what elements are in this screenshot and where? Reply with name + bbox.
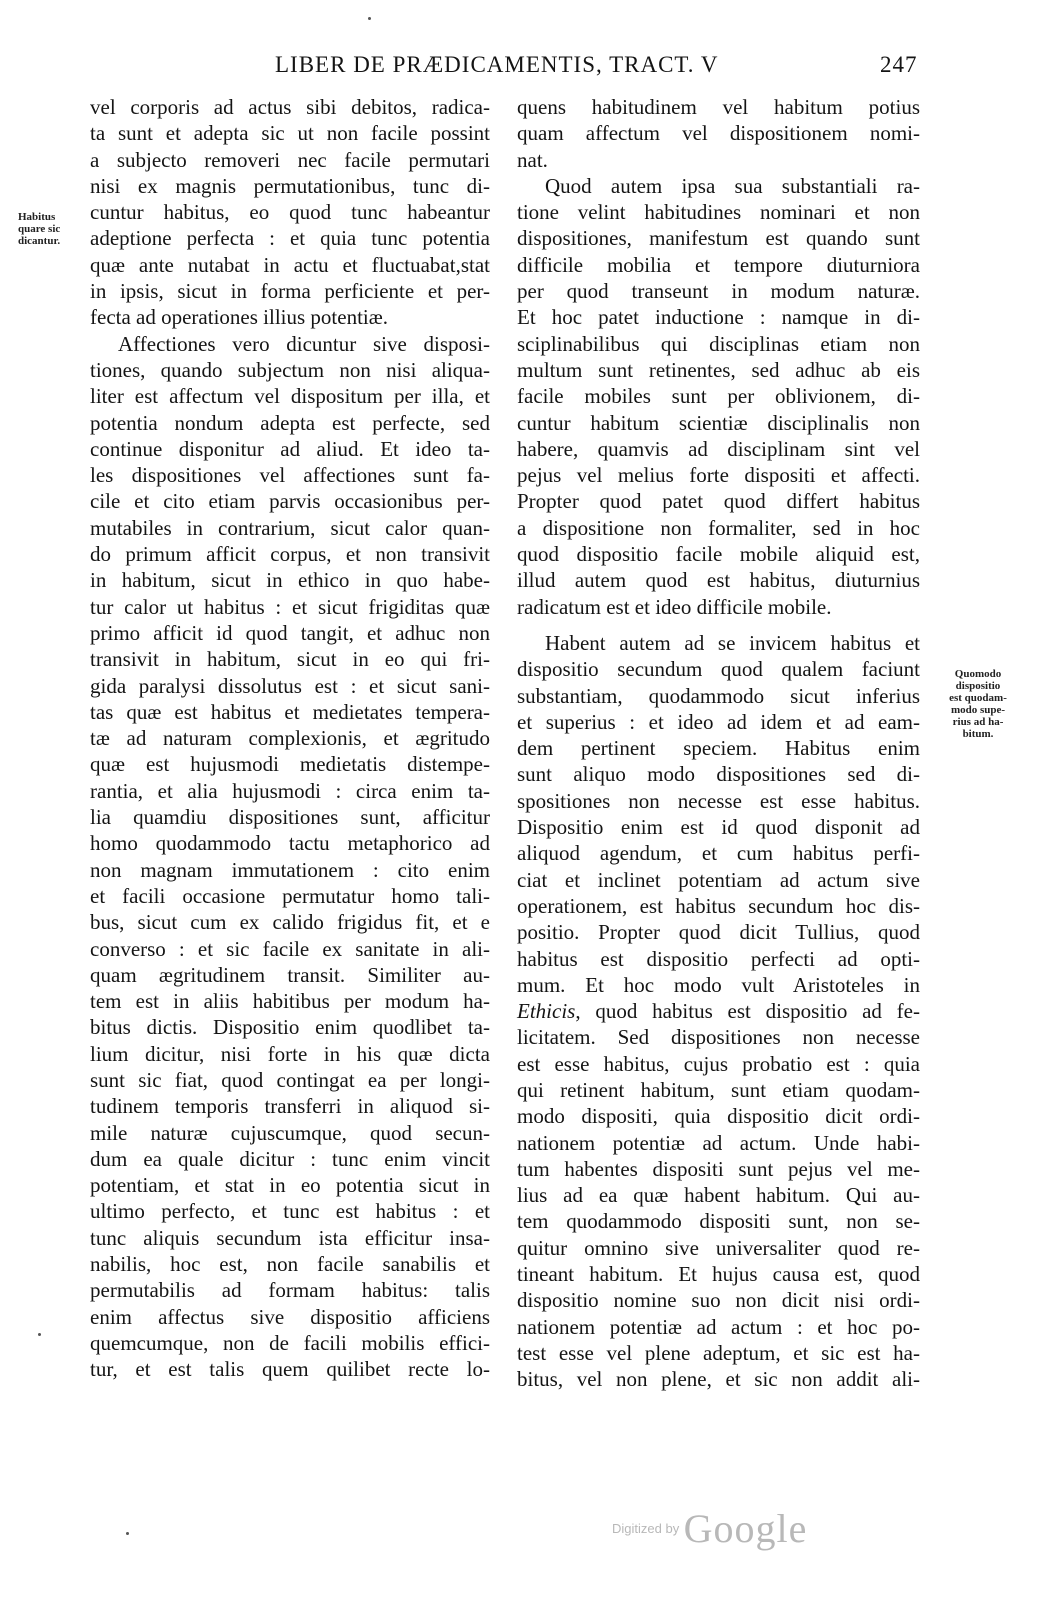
text-line: mum. Et hoc modo vult Aristoteles in [517, 972, 920, 997]
text-line: et superius : et ideo ad idem et ad eam- [517, 709, 920, 734]
text-line: tione velint habitudines nominari et non [517, 200, 920, 225]
text-line: facile mobiles sunt per oblivionem, di- [517, 384, 920, 409]
text-line: tudinem temporis transferri in aliquod si- [90, 1094, 490, 1119]
text-line: quam ægritudinem transit. Similiter au- [90, 962, 490, 987]
text-line: cuntur habitum scientiæ disciplinalis non [517, 410, 920, 435]
text-line: quam affectum vel dispositionem nomi- [517, 121, 920, 146]
text-line: operationem, est habitus secundum hoc dis- [517, 893, 920, 918]
text-line: aliquod agendum, et cum habitus perfi- [517, 841, 920, 866]
text-line: substantiam, quodammodo sicut inferius [517, 683, 920, 708]
text-line: modo dispositi, quia dispositio dicit ordi- [517, 1104, 920, 1129]
text-line: quemcumque, non de facili mobilis effici- [90, 1330, 490, 1355]
right-column [517, 94, 920, 1393]
text-line: positio. Propter quod dicit Tullius, quod [517, 920, 920, 945]
text-line: tur, et est talis quem quilibet recte lo- [90, 1357, 490, 1382]
text-line: potentia nondum adepta est perfecte, sed [90, 410, 490, 435]
running-title: LIBER DE PRÆDICAMENTIS, TRACT. V [275, 52, 719, 77]
text-line: tiones, quando subjectum non nisi aliqua- [90, 357, 490, 382]
text-line: sciplinabilibus qui disciplinas etiam non [517, 331, 920, 356]
digitized-prefix: Digitized by [612, 1521, 680, 1536]
text-line: nat. [517, 147, 548, 172]
text-line: Propter quod patet quod differt habitus [517, 489, 920, 514]
text-line: nabilis, hoc est, non facile sanabilis et [90, 1252, 490, 1277]
text-line: nisi ex magnis permutationibus, tunc di- [90, 173, 490, 198]
text-line: per quod transeunt in modum naturæ. [517, 279, 920, 304]
text-line: transivit in habitum, sicut in eo qui fri- [90, 647, 490, 672]
text-line: tæ ad naturam complexionis, et ægritudo [90, 726, 490, 751]
text-line: bitus, vel non plene, et sic non addit ali- [517, 1367, 920, 1392]
left-column [90, 94, 490, 1383]
text-line: tur calor ut habitus : et sicut frigiditas quæ [90, 594, 490, 619]
text-line: difficile mobilia et tempore diuturniora [517, 252, 920, 277]
text-line: continue disponitur ad aliud. Et ideo ta- [90, 436, 490, 461]
text-line: gida paralysi dissolutus est : et sicut sani- [90, 673, 490, 698]
text-line: sunt sic fiat, quod contingat ea per longi- [90, 1067, 490, 1092]
margin-note-line: Habitus [18, 211, 56, 223]
margin-note-line: rius ad ha- [952, 716, 1004, 728]
text-line: dispositiones, manifestum est quando sunt [517, 226, 920, 251]
text-line: sunt aliquo modo dispositiones sed di- [517, 762, 920, 787]
text-line: do primum afficit corpus, et non transivit [90, 542, 490, 567]
text-line: habitus est dispositio perfecti ad opti- [517, 946, 920, 971]
text-line: Et hoc patet inductione : namque in di- [517, 305, 920, 330]
margin-note-line: dispositio [955, 680, 1001, 692]
text-line: tineant habitum. Et hujus causa est, quod [517, 1262, 920, 1287]
text-line: Affectiones vero dicuntur sive disposi- [118, 331, 490, 356]
text-line: multum sunt retinentes, sed adhuc ab eis [517, 357, 920, 382]
text-line: ultimo perfecto, et tunc est habitus : et [90, 1199, 490, 1224]
text-line: les dispositiones vel affectiones sunt fa- [90, 463, 490, 488]
text-line: vel corporis ad actus sibi debitos, radica- [90, 95, 490, 119]
google-logo: Google [683, 1506, 808, 1551]
text-line: quæ ante nutabat in actu et fluctuabat,stat [90, 252, 490, 277]
text-line: pejus vel melius forte dispositi et affecti. [517, 463, 920, 488]
text-line: spositiones non necesse est esse habitus. [517, 788, 920, 813]
text-line: a dispositione non formaliter, sed in hoc [517, 515, 920, 540]
text-line: mile naturæ cujuscumque, quod secun- [90, 1120, 490, 1145]
text-line: quitur omnino sive universaliter quod re- [517, 1235, 920, 1260]
text-line: converso : et sic facile ex sanitate in ali- [90, 936, 490, 961]
scan-speck [126, 1532, 129, 1535]
scan-speck [38, 1333, 41, 1336]
text-line: et facili occasione permutatur homo tali- [90, 883, 490, 908]
digitized-by-watermark [612, 1505, 807, 1552]
text-line: tem est in aliis habitibus per modum ha- [90, 989, 490, 1014]
paragraph-gap [517, 620, 920, 630]
running-head [0, 52, 1058, 82]
text-line: rantia, et alia hujusmodi : circa enim ta- [90, 778, 490, 803]
text-line: dispositio nomine suo non dicit nisi ordi- [517, 1288, 920, 1313]
text-line: mutabiles in contrarium, sicut calor quan- [90, 515, 490, 540]
text-line: ciat et inclinet potentiam ad actum sive [517, 867, 920, 892]
text-line: cile et cito etiam parvis occasionibus per- [90, 489, 490, 514]
text-line: in habitum, sicut in ethico in quo habe- [90, 568, 490, 593]
text-line: lius ad ea quæ habent habitum. Qui au- [517, 1183, 920, 1208]
text-line: nationem potentiæ ad actum : et hoc po- [517, 1314, 920, 1339]
text-line: Habent autem ad se invicem habitus et [545, 630, 920, 655]
page-number: 247 [880, 52, 918, 77]
text-line: bitus dictis. Dispositio enim quodlibet ta- [90, 1015, 490, 1040]
text-line: tem quodammodo dispositi sunt, non se- [517, 1209, 920, 1234]
margin-note-left [18, 211, 78, 247]
text-line: in ipsis, sicut in forma perficiente et per- [90, 279, 490, 304]
scan-speck [368, 17, 371, 20]
text-line: homo quodammodo tactu metaphorico ad [90, 831, 490, 856]
margin-note-line: quare sic [18, 223, 61, 235]
text-line: potentiam, et stat in eo potentia sicut in [90, 1173, 490, 1198]
text-line: tas quæ est habitus et medietates tempera- [90, 699, 490, 724]
text-line: bus, sicut cum ex calido frigidus fit, et e [90, 910, 490, 935]
text-line: dem pertinent speciem. Habitus enim [517, 736, 920, 761]
text-line: test esse vel plene adeptum, et sic est ha- [517, 1340, 920, 1365]
text-line: lium dicitur, nisi forte in his quæ dicta [90, 1041, 490, 1066]
text-line: Dispositio enim est id quod disponit ad [517, 815, 920, 840]
text-line: tum habentes dispositi sunt pejus vel me- [517, 1156, 920, 1181]
text-line: qui retinent habitum, sunt etiam quodam- [517, 1077, 920, 1102]
text-line: licitatem. Sed dispositiones non necesse [517, 1025, 920, 1050]
text-line: fecta ad operationes illius potentiæ. [90, 305, 388, 330]
text-line: a subjecto removeri nec facile permutari [90, 147, 490, 172]
text-line: quod dispositio facile mobile aliquid est, [517, 542, 920, 567]
text-line: non magnam immutationem : cito enim [90, 857, 490, 882]
text-line: quæ est hujusmodi medietatis distempe- [90, 752, 490, 777]
text-line: adeptione perfecta : et quia tunc potentia [90, 226, 490, 251]
text-line: quens habitudinem vel habitum potius [517, 95, 920, 119]
text-line: ta sunt et adepta sic ut non facile possint [90, 121, 490, 146]
text-line: tunc aliquis secundum ista efficitur insa- [90, 1225, 490, 1250]
margin-note-line: bitum. [962, 728, 994, 740]
text-line: liter est affectum vel dispositum per illa, et [90, 384, 490, 409]
margin-note-line: Quomodo [954, 668, 1002, 680]
margin-note-line: modo supe- [950, 704, 1006, 716]
text-line: est esse habitus, cujus probatio est : quia [517, 1051, 920, 1076]
text-line: lia quamdiu dispositiones sunt, afficitur [90, 805, 490, 830]
text-line: dum ea quale dicitur : tunc enim vincit [90, 1146, 490, 1171]
text-line: illud autem quod est habitus, diuturnius [517, 568, 920, 593]
margin-note-line: est quodam- [949, 692, 1007, 704]
cited-work-title: Ethicis [517, 999, 576, 1024]
margin-note-line: dicantur. [18, 235, 61, 247]
text-line: dispositio secundum quod qualem faciunt [517, 657, 920, 682]
text-line: cuntur habitus, eo quod tunc habeantur [90, 200, 490, 225]
text-line: nationem potentiæ ad actum. Unde habi- [517, 1130, 920, 1155]
text-line: Ethicis, quod habitus est dispositio ad fe- [517, 999, 920, 1024]
text-line: Quod autem ipsa sua substantiali ra- [545, 173, 920, 198]
text-line: enim affectus sive dispositio afficiens [90, 1304, 490, 1329]
text-line: permutabilis ad formam habitus: talis [90, 1278, 490, 1303]
text-line: radicatum est et ideo difficile mobile. [517, 594, 832, 619]
text-line: primo afficit id quod tangit, et adhuc non [90, 620, 490, 645]
margin-note-right [940, 668, 1016, 740]
text-line: habere, quamvis ad disciplinam sint vel [517, 436, 920, 461]
